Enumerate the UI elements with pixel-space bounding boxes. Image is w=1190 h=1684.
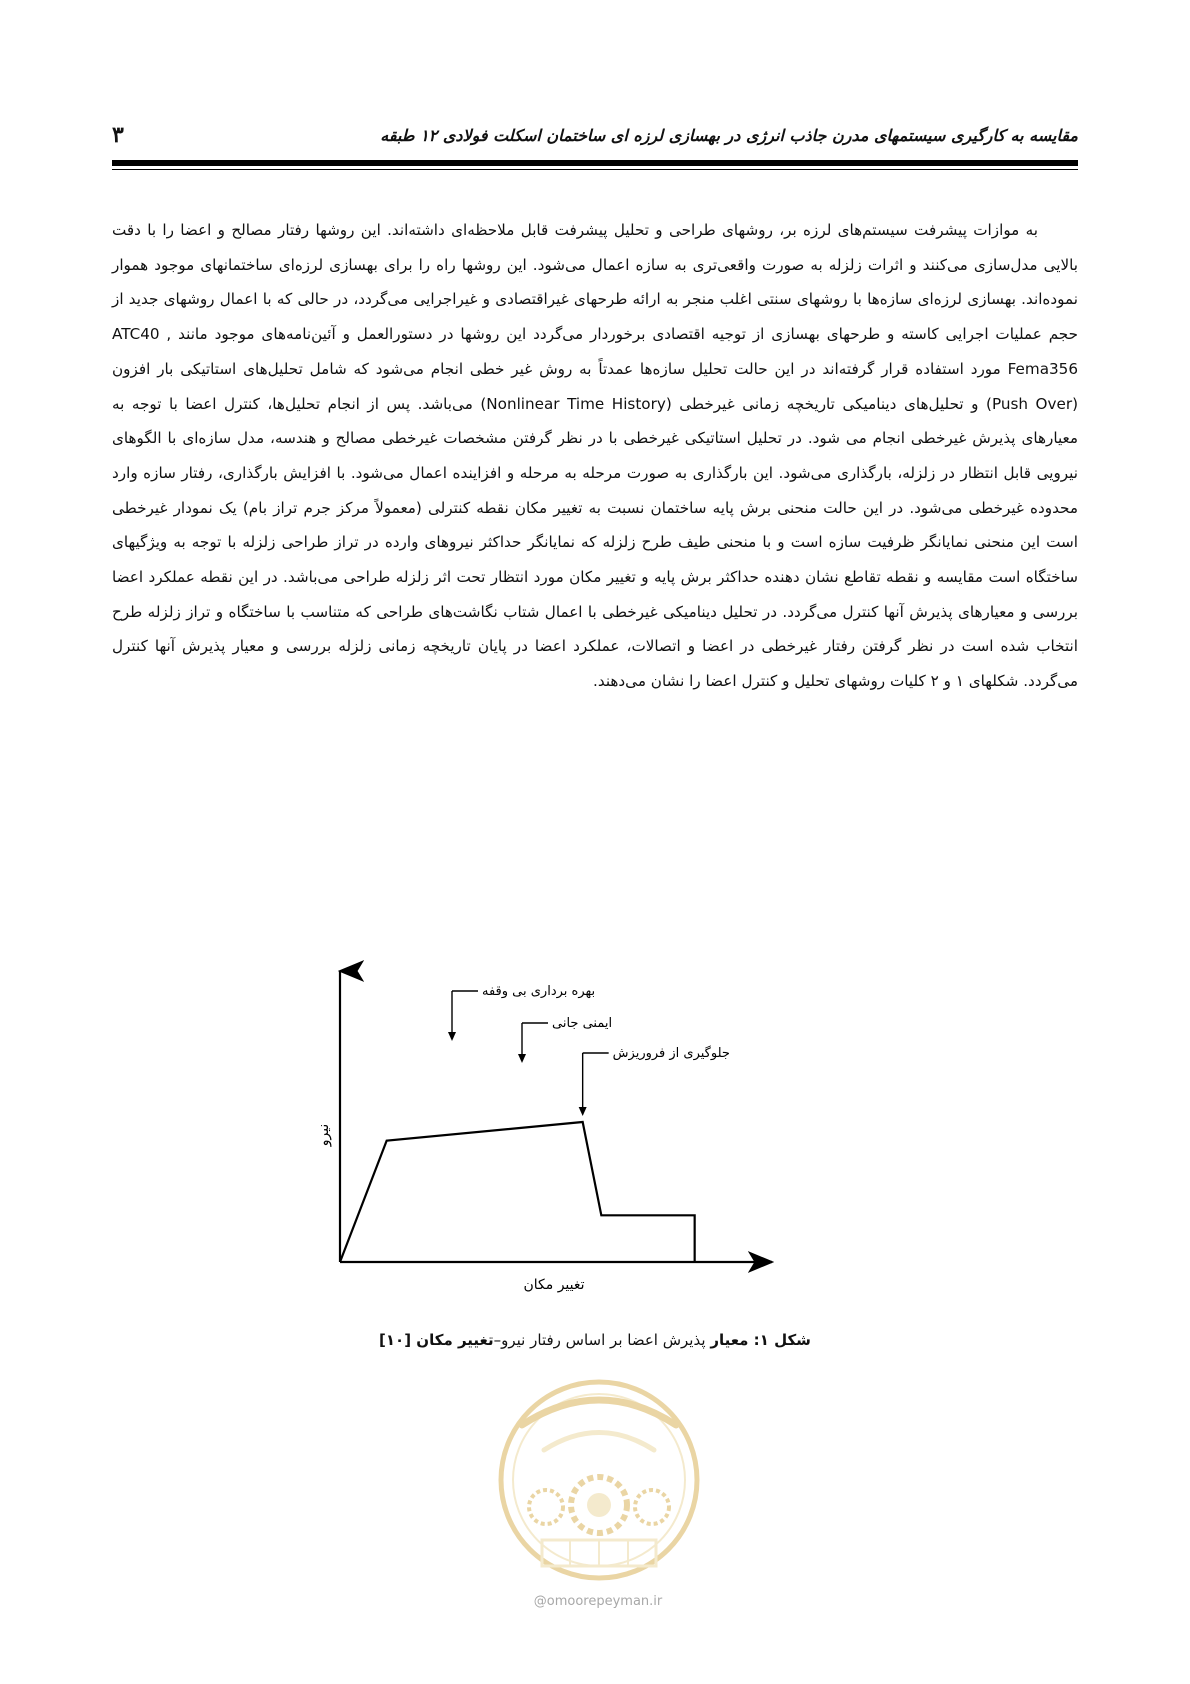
annotation-arrow-head [518, 1054, 526, 1063]
annotation-label: جلوگیری از فروریزش [612, 1046, 730, 1061]
annotation-layer [448, 984, 730, 1116]
body-paragraph: به موازات پیشرفت سیستم‌های لرزه بر، روشهای طراحی و تحلیل پیشرفت قابل ملاحظه‌ای داشته‌اند. این روشها رفتار مصالح و اعضا را با دقت بالایی مدل‌سازی می‌کنند و اثرات زلزله به صورت واقعی‌تری به سازه اعمال می‌شود. این روشها راه را برای بهسازی لرزه‌ای ساختمانهای موجود هموار نموده‌اند. بهسازی لرزه‌ای سازه‌ها با روشهای سنتی اغلب منجر به ارائه طرحهای غیراقتصادی و غیراجرایی می‌گردد، در حالی که با اعمال روشهای جدید از حجم عملیات اجرایی کاسته و طرحهای بهسازی از توجیه اقتصادی برخوردار می‌گردد این روشها در دستورالعمل و آئین‌نامه‌های موجود مانند ATC40 , Fema356 مورد استفاده قرار گرفته‌اند در این حالت تحلیل سازه‌ها عمدتاً به روش غیر خطی انجام می‌شود که شامل تحلیل‌های استاتیکی بار افزون (Push Over) و تحلیل‌های دینامیکی تاریخچه زمانی غیرخطی (Nonlinear Time History) می‌باشد. پس از انجام تحلیل‌ها، کنترل اعضا با توجه به معیارهای پذیرش غیرخطی انجام می شود. در تحلیل استاتیکی غیرخطی با در نظر گرفتن مشخصات غیرخطی مصالح و هندسه، مدل سازه‌ای با الگوهای نیرویی قابل انتظار در زلزله، بارگذاری می‌شود. این بارگذاری به صورت مرحله به مرحله و افزاینده اعمال می‌شود. با افزایش بارگذاری، رفتار سازه وارد محدوده غیرخطی می‌شود. در این حالت منحنی برش پایه ساختمان نسبت به تغییر مکان نقطه کنترلی (معمولاً مرکز جرم تراز بام) یک نمودار غیرخطی است این منحنی نمایانگر ظرفیت سازه است و با منحنی طیف طرح زلزله که نمایانگر حداکثر نیروهای وارده در تراز طراحی زلزله با توجه به ویژگیهای ساختگاه است مقایسه و نقطه تقاطع نشان دهنده حداکثر برش پایه و تغییر مکان مورد انتظار تحت اثر زلزله طراحی می‌باشد. در این نقطه عملکرد اعضا بررسی و معیارهای پذیرش آنها کنترل می‌گردد. در تحلیل دینامیکی غیرخطی با اعمال شتاب نگاشت‌های طراحی که متناسب با ساختگاه و تراز زلزله طرح انتخاب شده است در نظر گرفتن رفتار غیرخطی در اعضا و اتصالات، عملکرد اعضا در پایان تاریخچه زمانی زلزله بررسی و معیار پذیرش آنها کنترل می‌گردد. شکلهای ۱ و ۲ کلیات روشهای تحلیل و کنترل اعضا را نشان می‌دهند. [112, 221, 1079, 691]
annotation-2 [518, 1016, 612, 1063]
header-rule-thin [112, 169, 1078, 170]
caption-bold-end: تغییر مکان [۱۰] [379, 1331, 494, 1349]
body-text [112, 213, 1078, 699]
caption-bold-start: شکل ۱: معیار [710, 1331, 811, 1349]
watermark-logo [484, 1355, 714, 1605]
annotation-arrow-head [448, 1032, 456, 1041]
page-number: ۳ [112, 122, 124, 148]
watermark-seal-icon [484, 1355, 714, 1605]
figure-1 [316, 965, 870, 1293]
curve-layer [340, 1122, 695, 1262]
force-displacement-chart [316, 965, 870, 1293]
annotation-label: ایمنی جانی [552, 1016, 613, 1031]
figure-caption [112, 1331, 1078, 1349]
annotation-3 [579, 1045, 730, 1116]
x-axis-label: تغییر مکان [523, 1277, 585, 1293]
annotation-label: بهره برداری بی وقفه [482, 984, 596, 999]
header-rule-thick [112, 160, 1078, 166]
watermark-site: @omoorepeyman.ir [533, 1594, 663, 1609]
capacity-curve [340, 1122, 695, 1262]
running-title: مقایسه به کارگیری سیستمهای مدرن جاذب انرژی در بهسازی لرزه ای ساختمان اسکلت فولادی ۱۲ طبقه [380, 126, 1078, 145]
y-axis-label: نیرو [316, 1123, 332, 1147]
running-header [112, 122, 1078, 160]
annotation-arrow-head [579, 1107, 587, 1116]
caption-regular: پذیرش اعضا بر اساس رفتار نیرو– [493, 1331, 711, 1349]
